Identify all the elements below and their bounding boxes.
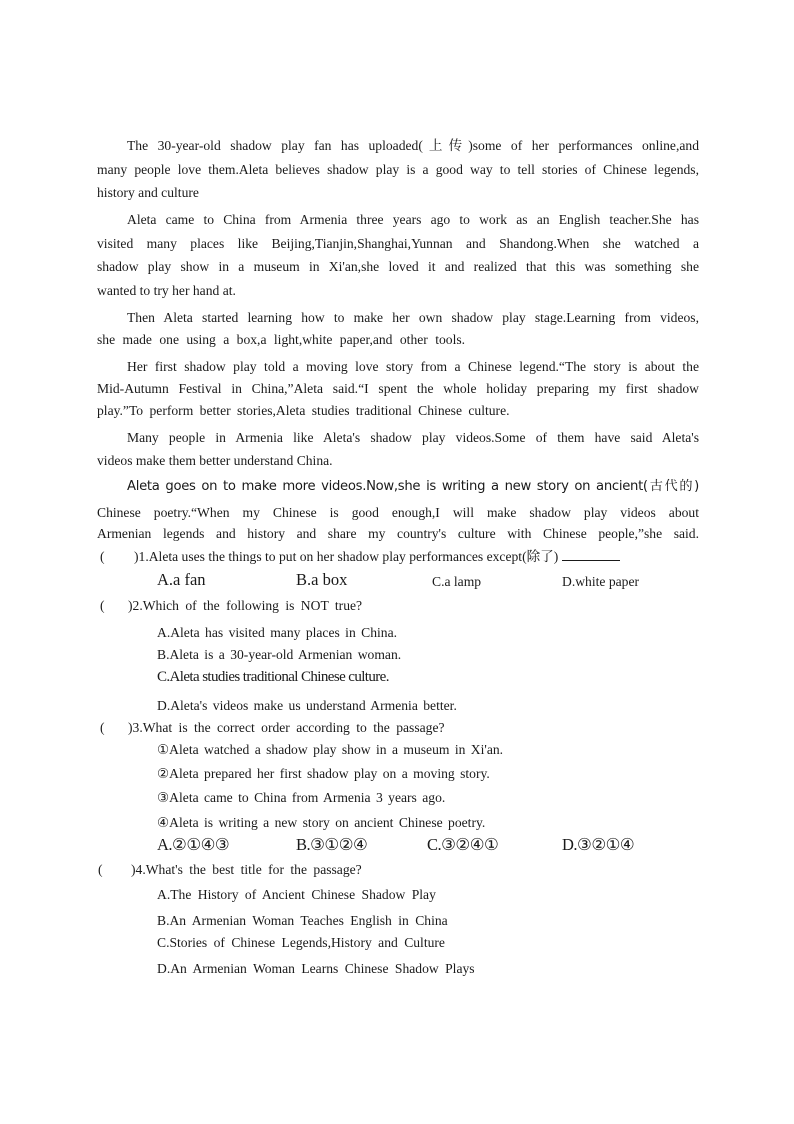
passage-line: Then Aleta started learning how to make her own shadow play stage.Learning from videos,: [127, 310, 699, 325]
passage-line: Mid-Autumn Festival in China,”Aleta said.“I spent the whole holiday preparing my first shadow: [97, 381, 699, 396]
answer-paren-open[interactable]: (: [100, 598, 105, 613]
answer-paren-open[interactable]: (: [98, 862, 103, 877]
option-d[interactable]: D.white paper: [562, 574, 640, 589]
option-a[interactable]: A.Aleta has visited many places in China.: [157, 625, 398, 640]
question-stem: )1.Aleta uses the things to put on her shadow play performances except(除了): [134, 548, 620, 566]
answer-paren-open[interactable]: (: [100, 720, 105, 735]
option-c[interactable]: C.③②④①: [427, 835, 499, 854]
passage-line: play.”To perform better stories,Aleta studies traditional Chinese culture.: [97, 403, 510, 418]
option-b[interactable]: B.An Armenian Woman Teaches English in China: [157, 913, 448, 928]
passage-line: Many people in Armenia like Aleta's shadow play videos.Some of them have said Aleta's: [127, 430, 699, 445]
option-d[interactable]: D.③②①④: [562, 835, 635, 854]
answer-paren-open[interactable]: (: [100, 549, 105, 564]
order-statement: ④Aleta is writing a new story on ancient Chinese poetry.: [157, 815, 486, 830]
order-statement: ②Aleta prepared her first shadow play on a moving story.: [157, 766, 490, 781]
passage-line: Chinese poetry.“When my Chinese is good enough,I will make shadow play videos about: [97, 505, 699, 520]
option-c[interactable]: C.Aleta studies traditional Chinese culture.: [157, 669, 389, 685]
answer-blank[interactable]: [562, 548, 620, 561]
order-statement: ①Aleta watched a shadow play show in a museum in Xi'an.: [157, 742, 504, 757]
passage-line: Armenian legends and history and share my country's culture with Chinese people,”she said.: [97, 526, 699, 541]
passage-line: Aleta goes on to make more videos.Now,she is writing a new story on ancient(古代的): [127, 479, 699, 494]
option-b[interactable]: B.Aleta is a 30-year-old Armenian woman.: [157, 647, 402, 662]
question-stem: )3.What is the correct order according to the passage?: [128, 720, 445, 735]
option-b[interactable]: B.a box: [296, 570, 348, 589]
option-c[interactable]: C.a lamp: [432, 574, 482, 589]
passage-line: The 30-year-old shadow play fan has uploaded(上传)some of her performances online,and: [127, 138, 699, 153]
passage-line: visited many places like Beijing,Tianjin,Shanghai,Yunnan and Shandong.When she watched a: [97, 236, 699, 251]
option-a[interactable]: A.②①④③: [157, 835, 230, 854]
passage-line: Aleta came to China from Armenia three years ago to work as an English teacher.She has: [127, 212, 699, 227]
option-d[interactable]: D.An Armenian Woman Learns Chinese Shadow Plays: [157, 961, 475, 976]
passage-line: wanted to try her hand at.: [97, 283, 236, 298]
option-a[interactable]: A.The History of Ancient Chinese Shadow Play: [157, 887, 436, 902]
passage-line: Her first shadow play told a moving love story from a Chinese legend.“The story is about the: [127, 359, 699, 374]
question-stem: )4.What's the best title for the passage?: [131, 862, 362, 877]
passage-line: she made one using a box,a light,white paper,and other tools.: [97, 332, 466, 347]
option-b[interactable]: B.③①②④: [296, 835, 368, 854]
question-stem: )2.Which of the following is NOT true?: [128, 598, 363, 613]
option-d[interactable]: D.Aleta's videos make us understand Armenia better.: [157, 698, 457, 713]
passage-line: many people love them.Aleta believes shadow play is a good way to tell stories of Chinese legends,: [97, 162, 699, 177]
order-statement: ③Aleta came to China from Armenia 3 years ago.: [157, 790, 446, 805]
passage-line: videos make them better understand China.: [97, 453, 333, 468]
option-c[interactable]: C.Stories of Chinese Legends,History and Culture: [157, 935, 445, 950]
passage-line: shadow play show in a museum in Xi'an,she loved it and realized that this was something she: [97, 259, 699, 274]
option-a[interactable]: A.a fan: [157, 570, 206, 589]
passage-line: history and culture: [97, 185, 199, 200]
